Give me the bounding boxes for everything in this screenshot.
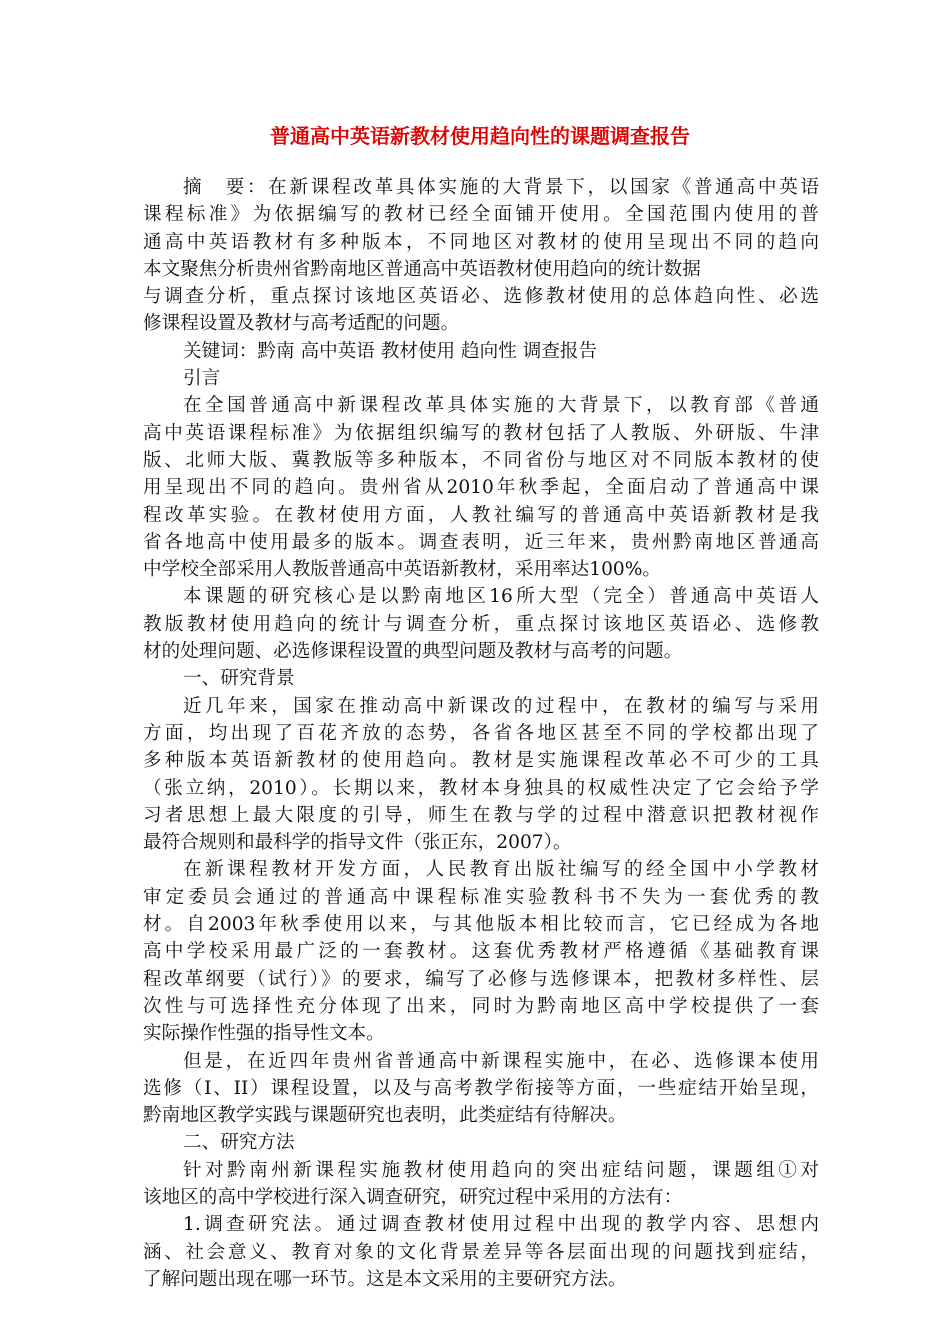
abstract-line: 与调查分析，重点探讨该地区英语必、选修教材使用的总体趋向性、必选 [143, 286, 819, 308]
paragraph-line: 程改革纲要（试行）》的要求，编写了必修与选修课本，把教材多样性、层 [143, 968, 819, 990]
paragraph-line: 了解问题出现在哪一环节。这是本文采用的主要研究方法。 [143, 1268, 627, 1290]
paragraph-line: 但是，在近四年贵州省普通高中新课程实施中，在必、选修课本使用 [183, 1050, 819, 1072]
paragraph-line: （张立纳，2010）。长期以来，教材本身独具的权威性决定了它会给予学 [143, 777, 819, 799]
abstract-line: 课程标准》为依据编写的教材已经全面铺开使用。全国范围内使用的普 [143, 204, 819, 226]
paragraph-line: 中学校全部采用人教版普通高中英语新教材，采用率达100%。 [143, 559, 662, 581]
paragraph-line: 习者思想上最大限度的引导，师生在教与学的过程中潜意识把教材视作 [143, 804, 819, 826]
paragraph-line: 本课题的研究核心是以黔南地区16所大型（完全）普通高中英语人 [183, 586, 819, 608]
paragraph-line: 高中英语课程标准》为依据组织编写的教材包括了人教版、外研版、牛津 [143, 422, 819, 444]
paragraph-line: 在全国普通高中新课程改革具体实施的大背景下，以教育部《普通 [183, 395, 819, 417]
paragraph-line: 1.调查研究法。通过调查教材使用过程中出现的教学内容、思想内 [183, 1214, 819, 1236]
paragraph-line: 审定委员会通过的普通高中课程标准实验教科书不失为一套优秀的教 [143, 886, 819, 908]
abstract-line: 通高中英语教材有多种版本，不同地区对教材的使用呈现出不同的趋向 [143, 231, 819, 253]
paragraph-line: 在新课程教材开发方面，人民教育出版社编写的经全国中小学教材 [183, 859, 819, 881]
paragraph-line: 高中学校采用最广泛的一套教材。这套优秀教材严格遵循《基础教育课 [143, 941, 819, 963]
keywords-line: 关键词：黔南 高中英语 教材使用 趋向性 调查报告 [183, 340, 598, 362]
paragraph-line: 涵、社会意义、教育对象的文化背景差异等各层面出现的问题找到症结， [143, 1241, 819, 1263]
abstract-line: 修课程设置及教材与高考适配的问题。 [143, 313, 460, 335]
paragraph-line: 该地区的高中学校进行深入调查研究，研究过程中采用的方法有： [143, 1186, 683, 1208]
paragraph-line: 材的处理问题、必选修课程设置的典型问题及教材与高考的问题。 [143, 641, 683, 663]
paragraph-line: 方面，均出现了百花齐放的态势，各省各地区甚至不同的学校都出现了 [143, 722, 819, 744]
paragraph-line: 用呈现出不同的趋向。贵州省从2010年秋季起，全面启动了普通高中课 [143, 477, 819, 499]
section-heading-methods: 二、研究方法 [183, 1132, 295, 1154]
section-heading-background: 一、研究背景 [183, 668, 295, 690]
paragraph-line: 程改革实验。在教材使用方面，人教社编写的普通高中英语新教材是我 [143, 504, 819, 526]
document-body [143, 174, 819, 1293]
paragraph-line: 最符合规则和最科学的指导文件（张正东，2007）。 [143, 832, 572, 854]
paragraph-line: 教版教材使用趋向的统计与调查分析，重点探讨该地区英语必、选修教 [143, 613, 819, 635]
paragraph-line: 材。自2003年秋季使用以来，与其他版本相比较而言，它已经成为各地 [143, 914, 819, 936]
abstract-line: 本文聚焦分析贵州省黔南地区普通高中英语教材使用趋向的统计数据 [143, 258, 701, 280]
document-title: 普通高中英语新教材使用趋向性的课题调查报告 [270, 124, 690, 148]
section-heading-intro: 引言 [183, 368, 221, 390]
paragraph-line: 省各地高中使用最多的版本。调查表明，近三年来，贵州黔南地区普通高 [143, 531, 819, 553]
abstract-line: 摘 要：在新课程改革具体实施的大背景下，以国家《普通高中英语 [183, 177, 819, 198]
paragraph-line: 黔南地区教学实践与课题研究也表明，此类症结有待解决。 [143, 1105, 627, 1127]
paragraph-line: 次性与可选择性充分体现了出来，同时为黔南地区高中学校提供了一套 [143, 995, 819, 1017]
paragraph-line: 实际操作性强的指导性文本。 [143, 1023, 385, 1045]
paragraph-line: 选修（I、II）课程设置，以及与高考教学衔接等方面，一些症结开始呈现， [143, 1077, 819, 1099]
paragraph-line: 多种版本英语新教材的使用趋向。教材是实施课程改革必不可少的工具 [143, 750, 819, 772]
paragraph-line: 针对黔南州新课程实施教材使用趋向的突出症结问题，课题组①对 [183, 1159, 819, 1181]
paragraph-line: 版、北师大版、冀教版等多种版本，不同省份与地区对不同版本教材的使 [143, 449, 819, 471]
paragraph-line: 近几年来，国家在推动高中新课改的过程中，在教材的编写与采用 [183, 695, 819, 717]
